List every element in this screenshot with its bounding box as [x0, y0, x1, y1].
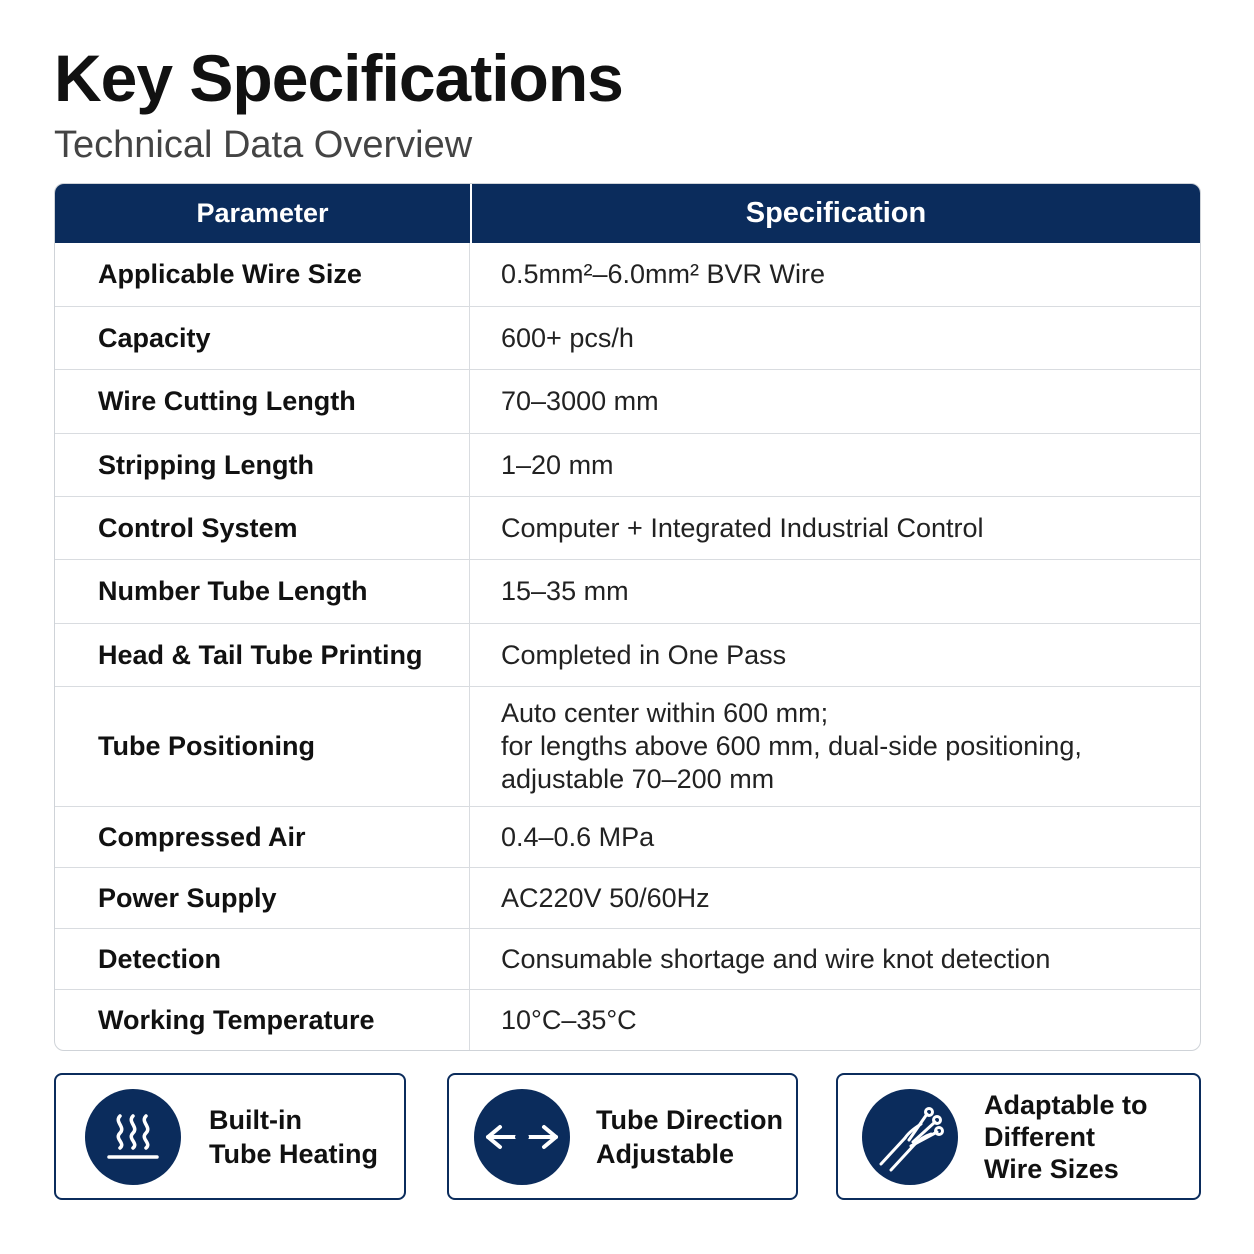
- parameter-cell: Stripping Length: [55, 434, 470, 496]
- heating-icon: [85, 1089, 181, 1185]
- specification-line: 0.4–0.6 MPa: [501, 821, 655, 852]
- specification-cell: [470, 560, 1200, 623]
- parameter-cell: Applicable Wire Size: [55, 243, 470, 306]
- parameter-cell: Detection: [55, 929, 470, 989]
- specification-line: 600+ pcs/h: [501, 322, 634, 353]
- table-row: [55, 806, 1200, 867]
- page-title: Key Specifications: [54, 41, 623, 115]
- specification-line: Auto center within 600 mm;: [501, 698, 829, 728]
- specification-cell: [470, 434, 1200, 496]
- specification-line: AC220V 50/60Hz: [501, 882, 710, 913]
- column-header-specification: Specification: [745, 197, 927, 229]
- table-body: [55, 243, 1200, 1050]
- specification-cell: [470, 243, 1200, 306]
- specification-line: for lengths above 600 mm, dual-side positioning,: [501, 731, 1082, 761]
- specification-line: 0.5mm²–6.0mm² BVR Wire: [501, 259, 826, 289]
- table-row: [55, 623, 1200, 686]
- table-row: [55, 686, 1200, 806]
- table-row: [55, 867, 1200, 928]
- specification-line: Completed in One Pass: [501, 639, 787, 670]
- specification-cell: [470, 990, 1200, 1050]
- specification-line: 15–35 mm: [501, 576, 629, 606]
- feature-card-wire-sizes: [836, 1073, 1201, 1200]
- feature-card-heating: [54, 1073, 406, 1200]
- feature-label-wire-sizes: Adaptable to Different Wire Sizes: [984, 1089, 1148, 1184]
- table-row: [55, 433, 1200, 496]
- feature-label-direction: Tube Direction Adjustable: [596, 1104, 784, 1169]
- specification-cell: [470, 370, 1200, 433]
- column-header-parameter: Parameter: [55, 184, 472, 243]
- feature-label-heating: Built-in Tube Heating: [209, 1104, 379, 1169]
- parameter-cell: Capacity: [55, 307, 470, 369]
- parameter-cell: Control System: [55, 497, 470, 559]
- specification-cell: [470, 868, 1200, 928]
- specification-cell: [470, 687, 1200, 806]
- specification-cell: [470, 624, 1200, 686]
- specification-line: adjustable 70–200 mm: [501, 764, 775, 794]
- table-header: [55, 184, 1200, 243]
- feature-cards: [54, 1073, 1201, 1201]
- parameter-cell: Compressed Air: [55, 807, 470, 867]
- table-row: [55, 243, 1200, 306]
- parameter-cell: Head & Tail Tube Printing: [55, 624, 470, 686]
- parameter-cell: Wire Cutting Length: [55, 370, 470, 433]
- parameter-cell: Number Tube Length: [55, 560, 470, 623]
- specification-line: 10°C–35°C: [501, 1004, 637, 1035]
- parameter-cell: Tube Positioning: [55, 687, 470, 806]
- parameter-cell: Working Temperature: [55, 990, 470, 1050]
- specification-cell: [470, 497, 1200, 559]
- specification-line: Computer + Integrated Industrial Control: [501, 512, 984, 543]
- specification-cell: [470, 307, 1200, 369]
- page-subtitle: Technical Data Overview: [54, 124, 473, 166]
- table-row: [55, 989, 1200, 1050]
- specification-cell: [470, 929, 1200, 989]
- feature-card-direction: [447, 1073, 798, 1200]
- table-row: [55, 559, 1200, 623]
- parameter-cell: Power Supply: [55, 868, 470, 928]
- specification-cell: [470, 807, 1200, 867]
- bidirectional-arrow-icon: [474, 1089, 570, 1185]
- table-row: [55, 369, 1200, 433]
- spec-table: [54, 183, 1201, 1051]
- table-row: [55, 928, 1200, 989]
- specification-line: 70–3000 mm: [501, 386, 659, 416]
- table-row: [55, 306, 1200, 369]
- wire-bundle-icon: [862, 1089, 958, 1185]
- specification-line: 1–20 mm: [501, 449, 614, 480]
- specification-line: Consumable shortage and wire knot detection: [501, 943, 1051, 974]
- table-row: [55, 496, 1200, 559]
